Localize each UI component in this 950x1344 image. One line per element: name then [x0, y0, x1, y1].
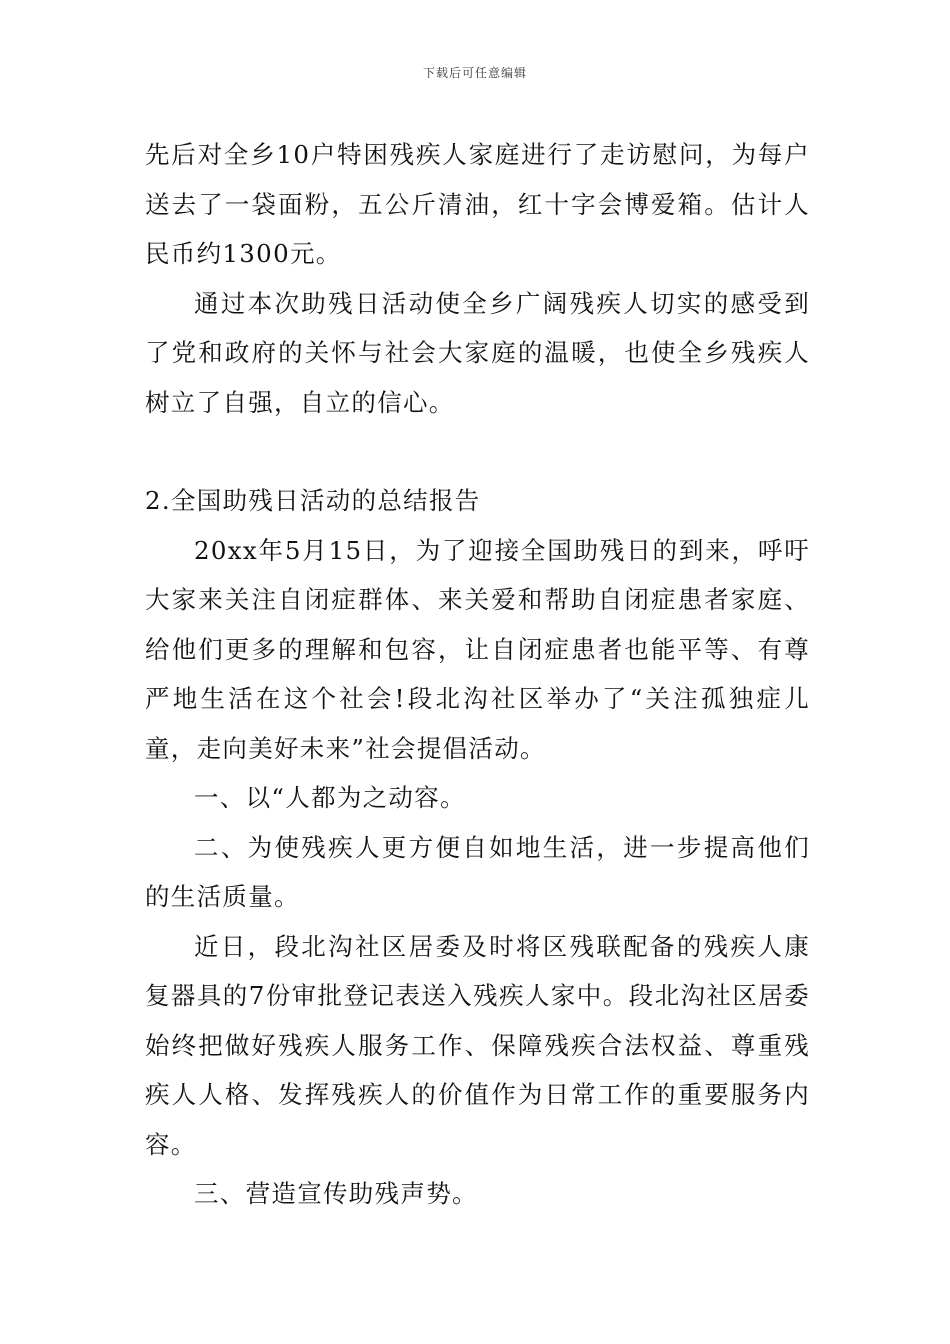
- paragraph-effect: 通过本次助残日活动使全乡广阔残疾人切实的感受到了党和政府的关怀与社会大家庭的温暖，也使全乡残疾人树立了自强，自立的信心。: [145, 288, 810, 417]
- paragraph-item-three: 三、营造宣传助残声势。: [194, 1179, 478, 1208]
- page-header: 下载后可任意编辑: [422, 66, 527, 80]
- document-body: [145, 130, 810, 1219]
- section-heading: 2.全国助残日活动的总结报告: [145, 486, 481, 515]
- paragraph-item-two: 二、为使残疾人更方便自如地生活，进一步提高他们的生活质量。: [145, 832, 810, 911]
- paragraph-visit: 先后对全乡10户特困残疾人家庭进行了走访慰问，为每户送去了一袋面粉，五公斤清油，红十字会博爱箱。估计人民币约1300元。: [145, 140, 810, 268]
- paragraph-item-one: 一、以“人都为之动容。: [194, 783, 466, 812]
- paragraph-event: 20xx年5月15日，为了迎接全国助残日的到来，呼吁大家来关注自闭症群体、来关爱和帮助自闭症患者家庭、给他们更多的理解和包容，让自闭症患者也能平等、有尊严地生活在这个社会!段北沟社区举办了“关注孤独症儿童，走向美好未来”社会提倡活动。: [145, 535, 810, 763]
- paragraph-recent: 近日，段北沟社区居委及时将区残联配备的残疾人康复器具的7份审批登记表送入残疾人家中。段北沟社区居委始终把做好残疾人服务工作、保障残疾合法权益、尊重残疾人人格、发挥残疾人的价值作为日常工作的重要服务内容。: [145, 931, 810, 1159]
